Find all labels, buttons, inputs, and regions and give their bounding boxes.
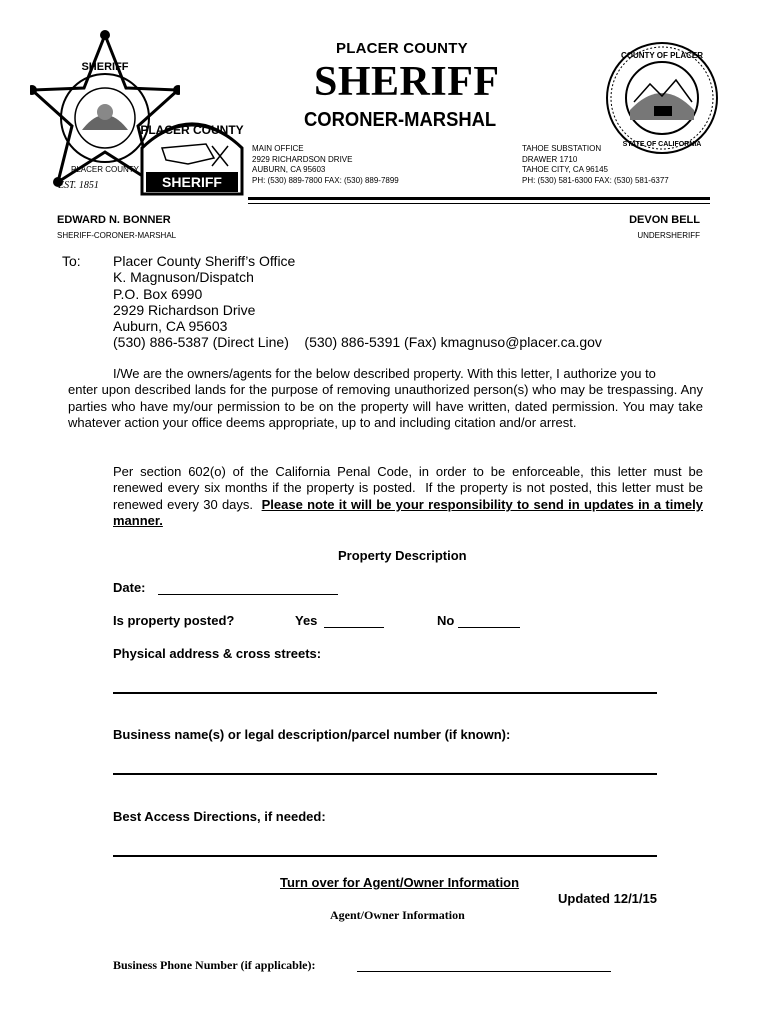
county-seal bbox=[604, 40, 720, 156]
svg-text:STATE OF CALIFORNIA: STATE OF CALIFORNIA bbox=[622, 141, 702, 148]
phone-field[interactable] bbox=[357, 958, 611, 972]
tahoe-office-line: DRAWER 1710 bbox=[522, 154, 578, 164]
county-patch bbox=[136, 108, 248, 200]
posted-label: Is property posted? bbox=[113, 613, 235, 628]
agent-owner-title: Agent/Owner Information bbox=[330, 908, 465, 922]
tahoe-office-line: TAHOE CITY, CA 96145 bbox=[522, 165, 608, 174]
access-field[interactable] bbox=[113, 855, 657, 857]
header-rule bbox=[248, 197, 710, 200]
responsibility-note: Please note it will be your responsibility to send in updates in a timely manner. bbox=[113, 496, 703, 529]
sheriff-name: EDWARD N. BONNER bbox=[57, 214, 171, 226]
sheriff-title: SHERIFF bbox=[314, 59, 500, 105]
date-field[interactable] bbox=[158, 580, 338, 595]
svg-text:PLACER COUNTY: PLACER COUNTY bbox=[70, 165, 140, 174]
business-label: Business name(s) or legal description/parcel number (if known): bbox=[113, 727, 511, 742]
penal-code-text: Per section 602(o) of the California Penal Code, in order to be enforceable, this letter must be renewed every six months if the property is posted. If the property is not posted, this letter must be renewed every 30 days. bbox=[113, 464, 707, 512]
svg-text:SHERIFF: SHERIFF bbox=[81, 61, 129, 73]
svg-text:SHERIFF: SHERIFF bbox=[162, 174, 222, 190]
tahoe-office-line: TAHOE SUBSTATION bbox=[522, 144, 602, 153]
county-name: PLACER COUNTY bbox=[336, 40, 468, 57]
penal-code-paragraph bbox=[113, 464, 707, 530]
recipient-line: Placer County Sheriff’s Office bbox=[113, 253, 296, 269]
tahoe-office-address bbox=[522, 144, 669, 186]
authorization-rest: enter upon described lands for the purpose of removing unauthorized person(s) who may be trespassing. Any parties who have my/our permission to be on the property will have written, dated permission. You may take whatever action your office deems appropriate, up to and including citation and/or arrest. bbox=[68, 382, 703, 431]
access-label: Best Access Directions, if needed: bbox=[113, 809, 326, 824]
tahoe-office-line: PH: (530) 581-6300 FAX: (530) 581-6377 bbox=[522, 175, 669, 185]
authorization-paragraph bbox=[68, 366, 703, 432]
main-office-address bbox=[252, 144, 399, 186]
sheriff-title-text: SHERIFF-CORONER-MARSHAL bbox=[57, 231, 177, 240]
recipient-line: 2929 Richardson Drive bbox=[113, 301, 256, 318]
recipient-line: K. Magnuson/Dispatch bbox=[113, 269, 254, 286]
to-label: To: bbox=[62, 253, 81, 269]
property-description-title: Property Description bbox=[338, 548, 467, 563]
badge-est-text: EST. 1851 bbox=[58, 180, 99, 191]
address-field[interactable] bbox=[113, 692, 657, 694]
no-field[interactable] bbox=[458, 613, 520, 628]
main-office-line: AUBURN, CA 95603 bbox=[252, 165, 326, 174]
header-rule-thin bbox=[248, 203, 710, 204]
turn-over-note: Turn over for Agent/Owner Information bbox=[280, 875, 520, 890]
recipient-address bbox=[113, 253, 602, 351]
recipient-contact-line: (530) 886-5387 (Direct Line) (530) 886-5391 (Fax) kmagnuso@placer.ca.gov bbox=[113, 334, 602, 351]
main-office-line: PH: (530) 889-7800 FAX: (530) 889-7899 bbox=[252, 175, 399, 185]
undersheriff-title-text: UNDERSHERIFF bbox=[637, 231, 700, 240]
svg-text:PLACER COUNTY: PLACER COUNTY bbox=[140, 123, 244, 137]
recipient-line: P.O. Box 6990 bbox=[113, 285, 203, 302]
coroner-marshal-subtitle: CORONER-MARSHAL bbox=[304, 109, 497, 131]
phone-label: Business Phone Number (if applicable): bbox=[113, 958, 316, 972]
main-office-line: 2929 RICHARDSON DRIVE bbox=[252, 154, 353, 164]
business-field[interactable] bbox=[113, 773, 657, 775]
recipient-line: Auburn, CA 95603 bbox=[113, 318, 228, 335]
updated-date: Updated 12/1/15 bbox=[558, 891, 657, 906]
undersheriff-name: DEVON BELL bbox=[629, 214, 700, 226]
address-label: Physical address & cross streets: bbox=[113, 646, 322, 661]
main-office-line: MAIN OFFICE bbox=[252, 144, 304, 153]
no-label: No bbox=[437, 613, 455, 628]
yes-label: Yes bbox=[295, 613, 318, 628]
yes-field[interactable] bbox=[324, 613, 384, 628]
svg-text:COUNTY OF PLACER: COUNTY OF PLACER bbox=[620, 51, 704, 60]
date-label: Date: bbox=[113, 580, 146, 595]
authorization-first-line: I/We are the owners/agents for the below described property. With this letter, I authorize you to bbox=[113, 366, 656, 381]
